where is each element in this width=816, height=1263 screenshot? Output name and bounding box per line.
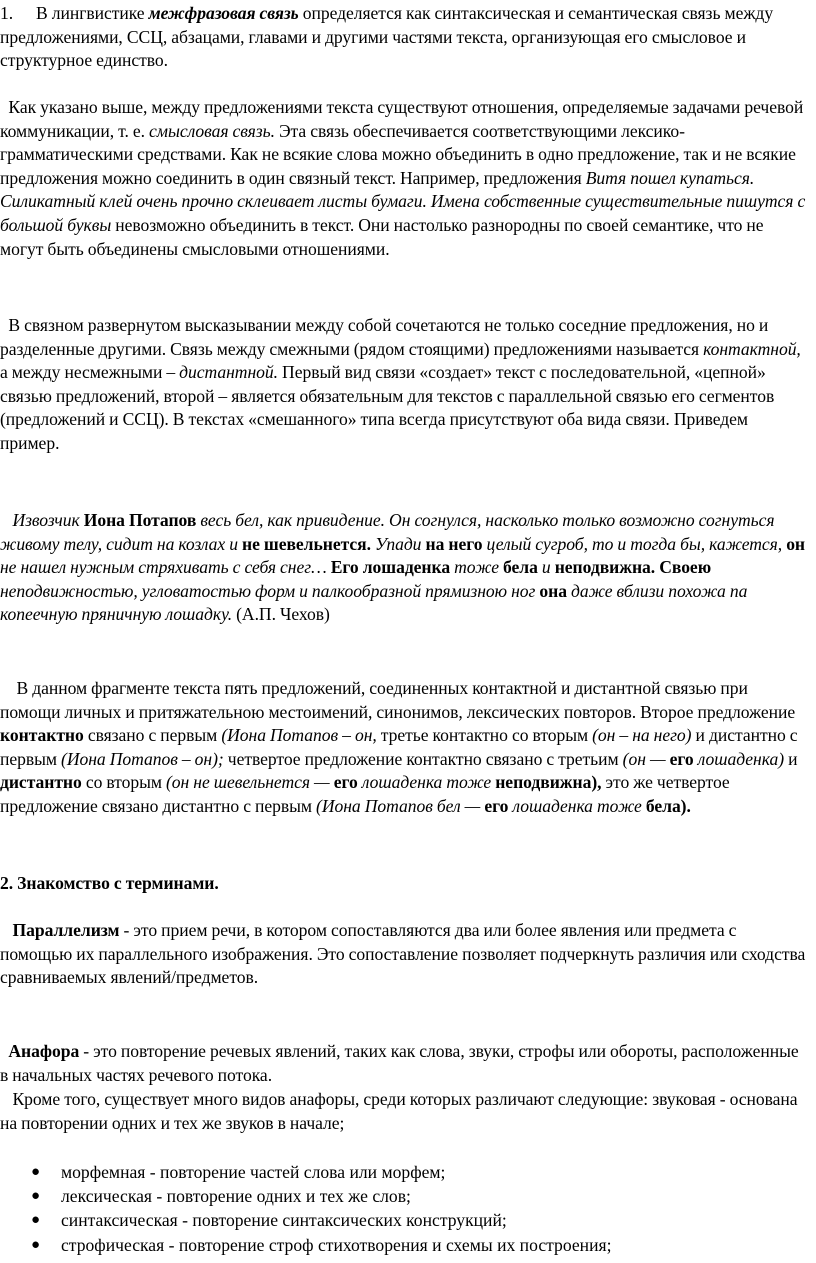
text-run: и дистантно с первым bbox=[0, 725, 802, 769]
text-run: не шевельнется. bbox=[242, 533, 371, 554]
text-run: Извозчик bbox=[0, 510, 84, 530]
text-run: лошаденка тоже bbox=[357, 772, 496, 793]
text-run: даже вблизи похожа па копеечную пряничную лошадку. bbox=[0, 580, 752, 625]
anaphora-types-list bbox=[0, 1160, 810, 1257]
text-run: и bbox=[537, 557, 555, 578]
text-run: лошаденка тоже bbox=[508, 795, 646, 816]
text-run: неподвижностью, угловатостью форм и палкообразной прямизною ног bbox=[0, 557, 716, 601]
text-run: на него bbox=[425, 533, 483, 554]
text-run: бела bbox=[503, 557, 538, 578]
text-run: она bbox=[539, 580, 567, 601]
paragraph-parallelism bbox=[0, 919, 810, 990]
text-run: дистантно bbox=[0, 772, 82, 793]
text-run: (А.П. Чехов) bbox=[232, 604, 330, 625]
text-run: неподвижна. Своею bbox=[554, 557, 712, 578]
bullet-icon: ● bbox=[31, 1164, 41, 1180]
text-run: В данном фрагменте текста пять предложений, соединенных контактной и дистантной связью при помощи личных и притяжательною местоимений, синонимов, лексических повторов. Второе предложение bbox=[0, 678, 800, 722]
list-item bbox=[0, 1208, 810, 1232]
paragraph-analysis bbox=[0, 677, 810, 819]
list-item-text: строфическая - повторение строф стихотворения и схемы их построения; bbox=[61, 1234, 612, 1255]
text-run: Первый вид связи «создает» текст с последовательной, «цепной» связью предложений, второй – является обязательным для текстов с параллельной связью его сегментов (предложений и ССЦ). В текстах «смешанного» типа всегда присутствуют оба вида связи. Приведем пример. bbox=[0, 362, 779, 453]
bullet-icon: ● bbox=[31, 1212, 41, 1229]
text-run: контактной, bbox=[703, 338, 801, 359]
text-run: дистантной. bbox=[179, 362, 278, 383]
text-run: и bbox=[784, 748, 802, 769]
text-run: Его лошаденка bbox=[330, 557, 451, 578]
paragraph-anaphora-types bbox=[0, 1088, 810, 1135]
text-run: его bbox=[669, 748, 694, 769]
list-item bbox=[0, 1184, 810, 1208]
text-run: тоже bbox=[450, 557, 503, 578]
text-run: - это повторение речевых явлений, таких как слова, звуки, строфы или обороты, расположенные в начальных частях речевого потока. bbox=[0, 1041, 803, 1085]
text-run: третье контактно со вторым bbox=[376, 725, 593, 746]
bullet-icon: ● bbox=[31, 1188, 41, 1205]
text-run: Упади bbox=[370, 533, 426, 554]
list-item-text: морфемная - повторение частей слова или морфем; bbox=[61, 1162, 446, 1182]
text-run: Анафора bbox=[8, 1041, 80, 1061]
text-run: весь бел, как привидение. Он согнулся, насколько только возможно согнуться живому телу, сидит на козлах и bbox=[0, 510, 779, 554]
text-run: Параллелизм bbox=[12, 920, 120, 940]
list-item bbox=[0, 1160, 810, 1184]
text-run: определяется как синтаксическая и семантическая связь между предложениями, ССЦ, абзацами, главами и другими частями текста, организующая его смысловое и структурное единство. bbox=[0, 3, 778, 71]
text-run: 1. bbox=[0, 3, 14, 23]
text-run: межфразовая связь bbox=[148, 3, 299, 23]
text-run: (Иона Потапов – он, bbox=[221, 725, 377, 746]
text-run: (Иона Потапов бел — bbox=[316, 795, 485, 816]
section-heading bbox=[0, 872, 810, 896]
text-run: В связном развернутом высказывании между собой сочетаются не только соседние предложения, но и разделенные другими. Связь между смежными (рядом стоящими) предложениями называется bbox=[0, 315, 773, 359]
list-item-text: лексическая - повторение одних и тех же слов; bbox=[61, 1186, 411, 1207]
text-run: В лингвистике bbox=[36, 3, 149, 23]
text-run: (он не шевельнется — bbox=[166, 772, 334, 793]
text-run: (Иона Потапов – он); bbox=[61, 748, 224, 769]
text-run: Иона Потапов bbox=[83, 510, 197, 530]
text-run: со вторым bbox=[81, 772, 166, 793]
text-run: Эта связь обеспечивается соответствующими лексико-грамматическими средствами. Как не всякие слова можно объединить в одно предложение, так и не всякие предложения можно соединить в один связный текст. Например, предложения bbox=[0, 120, 800, 188]
text-run: Кроме того, существует много видов анафоры, среди которых различают следующие: звуковая - основана на повторении одних и тех же звуков в начале; bbox=[0, 1089, 802, 1133]
list-item bbox=[0, 1233, 810, 1257]
text-run: (он — bbox=[622, 748, 670, 769]
text-run: - это прием речи, в котором сопоставляются два или более явления или предмета с помощью их параллельного изображения. Это сопоставление позволяет подчеркнуть различия или сходства сравниваемых явлений/предметов. bbox=[0, 920, 810, 988]
text-run: Витя пошел купаться. Силикатный клей очень прочно склеивает листы бумаги. Имена собственные существительные пишутся с большой буквы bbox=[0, 167, 810, 235]
text-run: целый сугроб, то и тогда бы, кажется, bbox=[482, 533, 787, 554]
text-run: лошаденка) bbox=[693, 748, 785, 769]
text-run: а между несмежными – bbox=[0, 338, 805, 383]
text-run: это же четвертое предложение связано дистантно с первым bbox=[0, 772, 734, 816]
text-run: (он – на него) bbox=[592, 725, 692, 746]
text-run: Как указано выше, между предложениями текста существуют отношения, определяемые задачами речевой коммуникации, т. е. bbox=[0, 97, 808, 141]
paragraph-intro bbox=[0, 2, 810, 73]
list-item-text: синтаксическая - повторение синтаксических конструкций; bbox=[61, 1210, 507, 1231]
text-run: четвертое предложение контактно связано с третьим bbox=[223, 748, 623, 769]
text-run: не нашел нужным стряхивать с себя снег… bbox=[0, 533, 810, 578]
text-run: связано с первым bbox=[83, 725, 222, 746]
paragraph-contact-distant bbox=[0, 314, 810, 456]
text-run: неподвижна), bbox=[495, 772, 602, 793]
paragraph-chekhov-quote bbox=[0, 509, 810, 627]
text-run: его bbox=[484, 795, 509, 816]
text-run: его bbox=[333, 772, 358, 793]
paragraph-semantic-link bbox=[0, 96, 810, 261]
text-run: контактно bbox=[0, 725, 84, 746]
text-run bbox=[0, 920, 12, 940]
text-run: бела). bbox=[645, 795, 691, 816]
bullet-icon: ● bbox=[31, 1236, 41, 1253]
text-run: он bbox=[786, 533, 806, 554]
text-run: невозможно объединить в текст. Они настолько разнородны по своей семантике, что не могут быть объединены смысловыми отношениями. bbox=[0, 214, 768, 259]
text-run: 2. Знакомство с терминами. bbox=[0, 873, 219, 893]
text-run: смысловая связь. bbox=[149, 120, 275, 141]
paragraph-anaphora bbox=[0, 1040, 810, 1087]
